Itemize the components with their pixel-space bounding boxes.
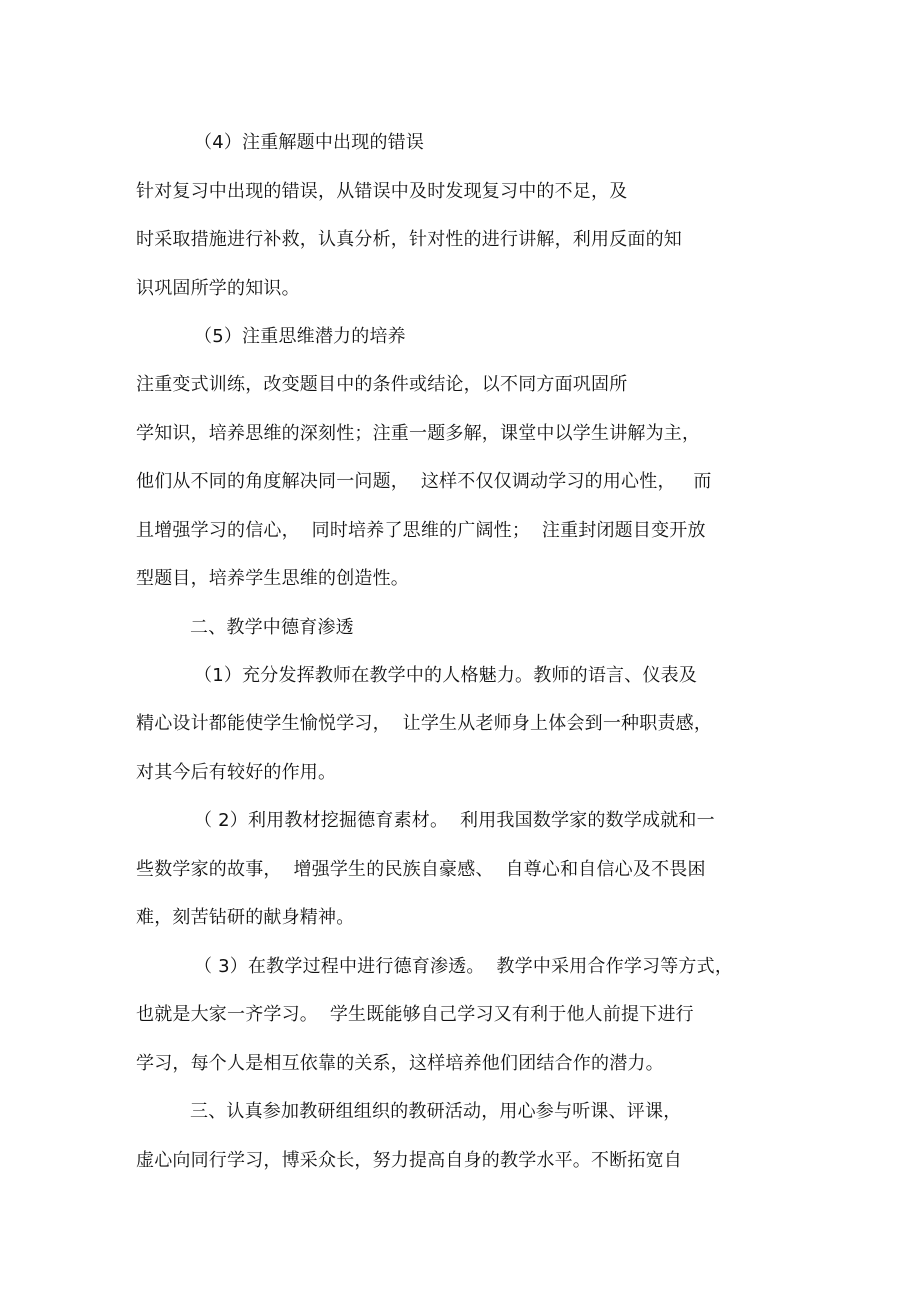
paragraph-line: 识巩固所学的知识。 bbox=[136, 278, 300, 299]
paragraph-line: 且增强学习的信心， 同时培养了思维的广阔性； 注重封闭题目变开放 bbox=[136, 520, 706, 541]
paragraph-line: 他们从不同的角度解决同一问题， 这样不仅仅调动学习的用心性， 而 bbox=[136, 471, 712, 492]
paragraph-line: 虚心向同行学习，博采众长，努力提高自身的教学水平。不断拓宽自 bbox=[136, 1150, 682, 1171]
paragraph-line: 些数学家的故事， 增强学生的民族自豪感、 自尊心和自信心及不畏困 bbox=[136, 859, 706, 880]
paragraph-line: 型题目，培养学生思维的创造性。 bbox=[136, 568, 409, 589]
paragraph-line: （ 3）在教学过程中进行德育渗透。 教学中采用合作学习等方式， bbox=[194, 956, 734, 977]
paragraph-line: 注重变式训练，改变题目中的条件或结论，以不同方面巩固所 bbox=[136, 374, 628, 395]
paragraph-line: （1）充分发挥教师在教学中的人格魅力。教师的语言、仪表及 bbox=[194, 665, 698, 686]
paragraph-line: 针对复习中出现的错误，从错误中及时发现复习中的不足，及 bbox=[136, 181, 628, 202]
subheading-5: （5）注重思维潜力的培养 bbox=[194, 326, 406, 347]
paragraph-line: （ 2）利用教材挖掘德育素材。 利用我国数学家的数学成就和一 bbox=[194, 810, 715, 831]
paragraph-line: 对其今后有较好的作用。 bbox=[136, 762, 337, 783]
paragraph-line: 也就是大家一齐学习。 学生既能够自己学习又有利于他人前提下进行 bbox=[136, 1004, 694, 1025]
section-heading-3: 三、认真参加教研组组织的教研活动，用心参与听课、评课， bbox=[190, 1101, 682, 1122]
subheading-4: （4）注重解题中出现的错误 bbox=[194, 132, 425, 153]
paragraph-line: 时采取措施进行补救，认真分析，针对性的进行讲解，利用反面的知 bbox=[136, 229, 682, 250]
paragraph-line: 难，刻苦钻研的献身精神。 bbox=[136, 907, 355, 928]
paragraph-line: 学知识，培养思维的深刻性；注重一题多解，课堂中以学生讲解为主， bbox=[136, 423, 701, 444]
paragraph-line: 学习，每个人是相互依靠的关系，这样培养他们团结合作的潜力。 bbox=[136, 1053, 664, 1074]
paragraph-line: 精心设计都能使学生愉悦学习， 让学生从老师身上体会到一种职责感， bbox=[136, 713, 713, 734]
section-heading-2: 二、教学中德育渗透 bbox=[190, 617, 354, 638]
